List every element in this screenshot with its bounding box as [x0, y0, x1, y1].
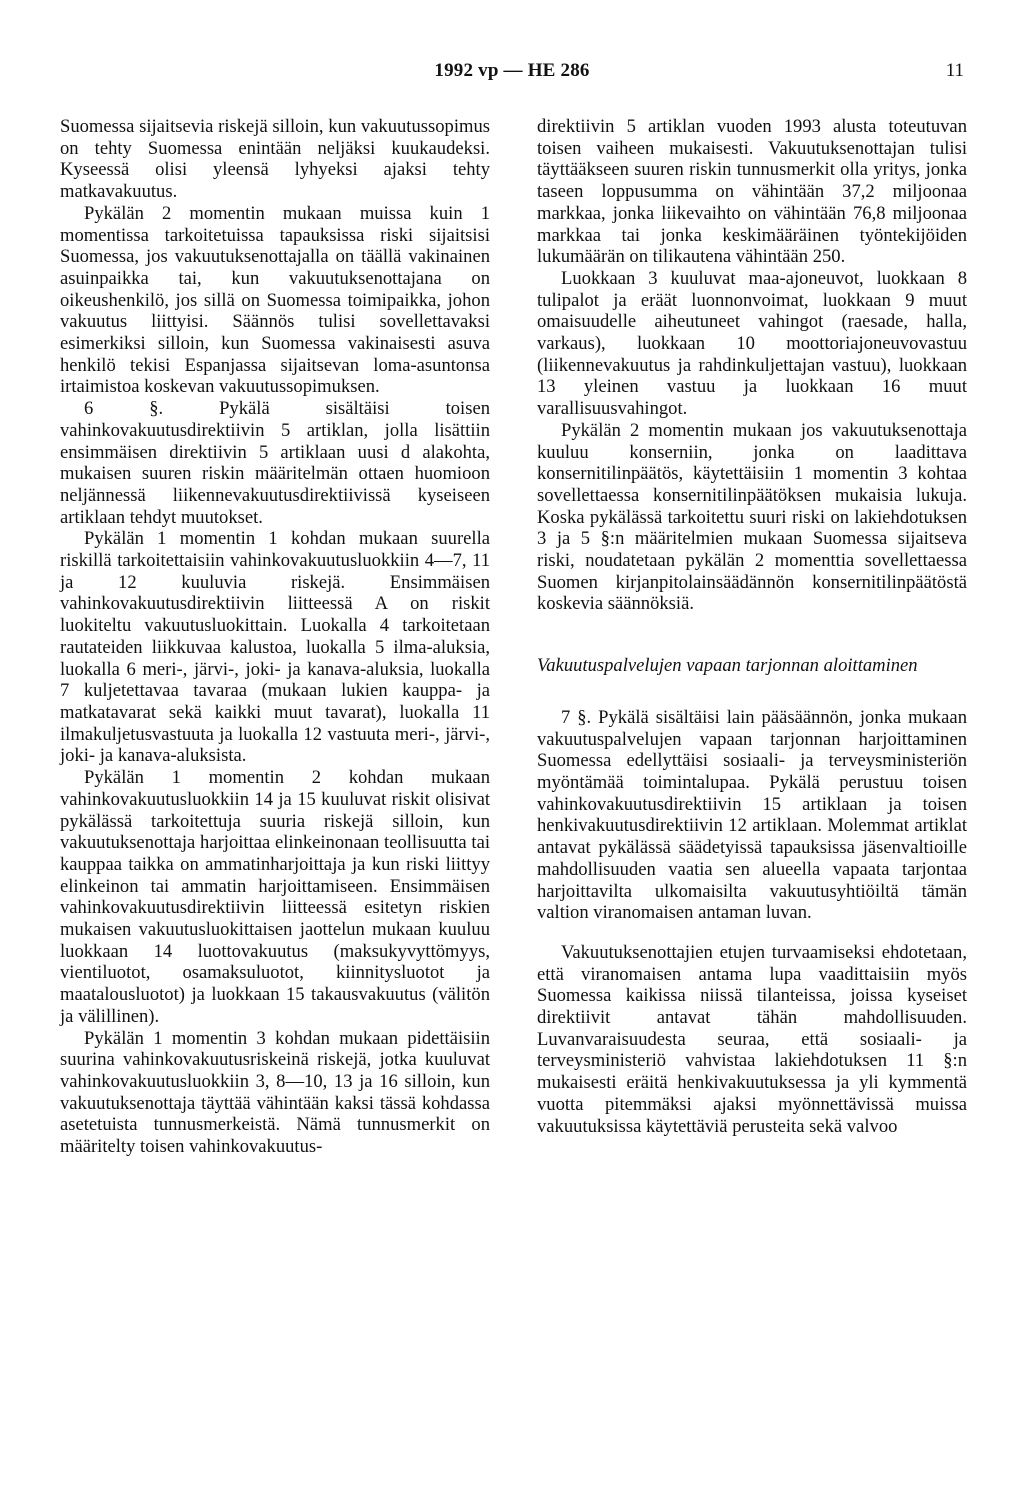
- left-paragraph-3: 6 §. Pykälä sisältäisi toisen vahinkovakuutusdirektiivin 5 artiklan, jolla lisättiin ensimmäisen direktiivin 5 artiklaan uusi d alakohta, mukaisen suuren riskin määritelmän ottaen huomioon neljännessä liikennevakuutusdirektiivissä kyseiseen artiklaan tehdyt muutokset.: [60, 398, 490, 528]
- left-paragraph-2: Pykälän 2 momentin mukaan muissa kuin 1 momentissa tarkoitetuissa tapauksissa riski sijaitsisi Suomessa, jos vakuutuksenottajalla on täällä vakinainen asuinpaikka tai, kun vakuutuksenottajana on oikeushenkilö, jos sillä on Suomessa toimipaikka, johon vakuutus liittyisi. Säännös tulisi sovellettavaksi esimerkiksi silloin, kun Suomessa vakinaisesti asuva henkilö tekisi Espanjassa sijaitsevan loma-asuntonsa irtaimistoa koskevan vakuutussopimuksen.: [60, 202, 490, 398]
- left-paragraph-6: Pykälän 1 momentin 3 kohdan mukaan pidettäisiin suurina vahinkovakuutusriskeinä riskejä, jotka kuuluvat vahinkovakuutusluokkiin 3, 8—10, 13 ja 16 silloin, kun vakuutuksenottaja täyttää vähintään kaksi tässä kohdassa asetetuista tunnusmerkeistä. Nämä tunnusmerkit on määritelty toisen vahinkovakuutus-: [60, 1027, 490, 1158]
- right-paragraph-3: Pykälän 2 momentin mukaan jos vakuutuksenottaja kuuluu konserniin, jonka on laadittava konsernitilinpäätös, käytettäisiin 1 momentin 3 kohtaa sovellettaessa konsernitilinpäätöksen mukaisia lukuja. Koska pykälässä tarkoitettu suuri riski on lakiehdotuksen 3 ja 5 §:n määritelmien mukaan Suomessa sijaitseva riski, noudatetaan pykälän 2 momenttia sovellettaessa Suomen kirjanpitolainsäädännön konsernitilinpäätöstä koskevia säännöksiä.: [537, 419, 967, 615]
- right-paragraph-1: direktiivin 5 artiklan vuoden 1993 alusta toteutuvan toisen vaiheen mukaisesti. Vakuutuksenottajan tulisi täyttääkseen suuren riskin tunnusmerkit olla yritys, jonka taseen loppusumma on vähintään 37,2 miljoonaa markkaa, jonka liikevaihto on vähintään 76,8 miljoonaa markkaa tai jonka keskimääräinen työntekijöiden lukumäärän on tilikautena vähintään 250.: [537, 116, 967, 268]
- section-heading: Vakuutuspalvelujen vapaan tarjonnan aloittaminen: [537, 655, 918, 677]
- page-number: 11: [945, 60, 964, 81]
- left-paragraph-1: Suomessa sijaitsevia riskejä silloin, kun vakuutussopimus on tehty Suomessa enintään neljäksi kuukaudeksi. Kyseessä olisi yleensä lyhyeksi ajaksi tehty matkavakuutus.: [60, 116, 490, 203]
- left-paragraph-4: Pykälän 1 momentin 1 kohdan mukaan suurella riskillä tarkoitettaisiin vahinkovakuutusluokkiin 4—7, 11 ja 12 kuuluvia riskejä. Ensimmäisen vahinkovakuutusdirektiivin liitteessä A on riskit luokiteltu vakuutusluokittain. Luokalla 4 tarkoitetaan rautateiden liikkuvaa kalustoa, luokalla 5 ilma-aluksia, luokalla 6 meri-, järvi-, joki- ja kanava-aluksia, luokalla 7 kuljetettavaa tavaraa (mukaan lukien kauppa- ja matkatavarat sekä kaikki muut tavarat), luokalla 11 ilmakuljetusvastuuta ja luokalla 12 vastuuta meri-, järvi-, joki- ja kanava-aluksista.: [60, 528, 490, 767]
- left-column: [60, 116, 490, 1158]
- right-paragraph-5: Vakuutuksenottajien etujen turvaamiseksi ehdotetaan, että viranomaisen antama lupa vaadittaisiin myös Suomessa kaikissa niissä tilanteissa, joissa kyseiset direktiivit antavat tähän mahdollisuuden. Luvanvaraisuudesta seuraa, että sosiaali- ja terveysministeriö vahvistaa lakiehdotuksen 11 §:n mukaisesti eräitä henkivakuutuksessa ja yli kymmentä vuotta pitemmäksi ajaksi myönnettävissä muissa vakuutuksissa käytettäviä perusteita sekä valvoo: [537, 941, 967, 1137]
- right-column: [537, 116, 967, 1137]
- left-paragraph-5: Pykälän 1 momentin 2 kohdan mukaan vahinkovakuutusluokkiin 14 ja 15 kuuluvat riskit olisivat pykälässä tarkoitettuja suuria riskejä silloin, kun vakuutuksenottaja harjoittaa elinkeinonaan teollisuutta tai kauppaa taikka on ammatinharjoittaja ja kun riski liittyy elinkeinon tai ammatin harjoittamiseen. Ensimmäisen vahinkovakuutusdirektiivin liitteessä esitetyn riskien mukaisen vakuutusluokittaisen jaottelun mukaan kuuluu luokkaan 14 luottovakuutus (maksukyvyttömyys, vientiluotot, osamaksuluotot, kiinnitysluotot ja maatalousluotot) ja luokkaan 15 takausvakuutus (välitön ja välillinen).: [60, 767, 490, 1027]
- page-header-title: 1992 vp — HE 286: [434, 60, 590, 81]
- right-paragraph-2: Luokkaan 3 kuuluvat maa-ajoneuvot, luokkaan 8 tulipalot ja eräät luonnonvoimat, luokkaan 9 muut omaisuudelle aiheutuneet vahingot (raesade, halla, varkaus), luokkaan 10 moottoriajoneuvovastuu (liikennevakuutus ja rahdinkuljettajan vastuu), luokkaan 13 yleinen vastuu ja luokkaan 16 muut varallisuusvahingot.: [537, 267, 967, 420]
- right-paragraph-4: 7 §. Pykälä sisältäisi lain pääsäännön, jonka mukaan vakuutuspalvelujen vapaan tarjonnan harjoittaminen Suomessa edellyttäisi sosiaali- ja terveysministeriön myöntämää toimintalupaa. Pykälä perustuu toisen vahinkovakuutusdirektiivin 15 artiklaan ja toisen henkivakuutusdirektiivin 12 artiklaan. Molemmat artiklat antavat pykälässä säädetyissä tapauksissa jäsenvaltioille mahdollisuuden vaatia sen alueella vapaata tarjontaa harjoittavilta ulkomaisilta vakuutusyhtiöiltä tämän valtion viranomaisen antaman luvan.: [537, 706, 967, 924]
